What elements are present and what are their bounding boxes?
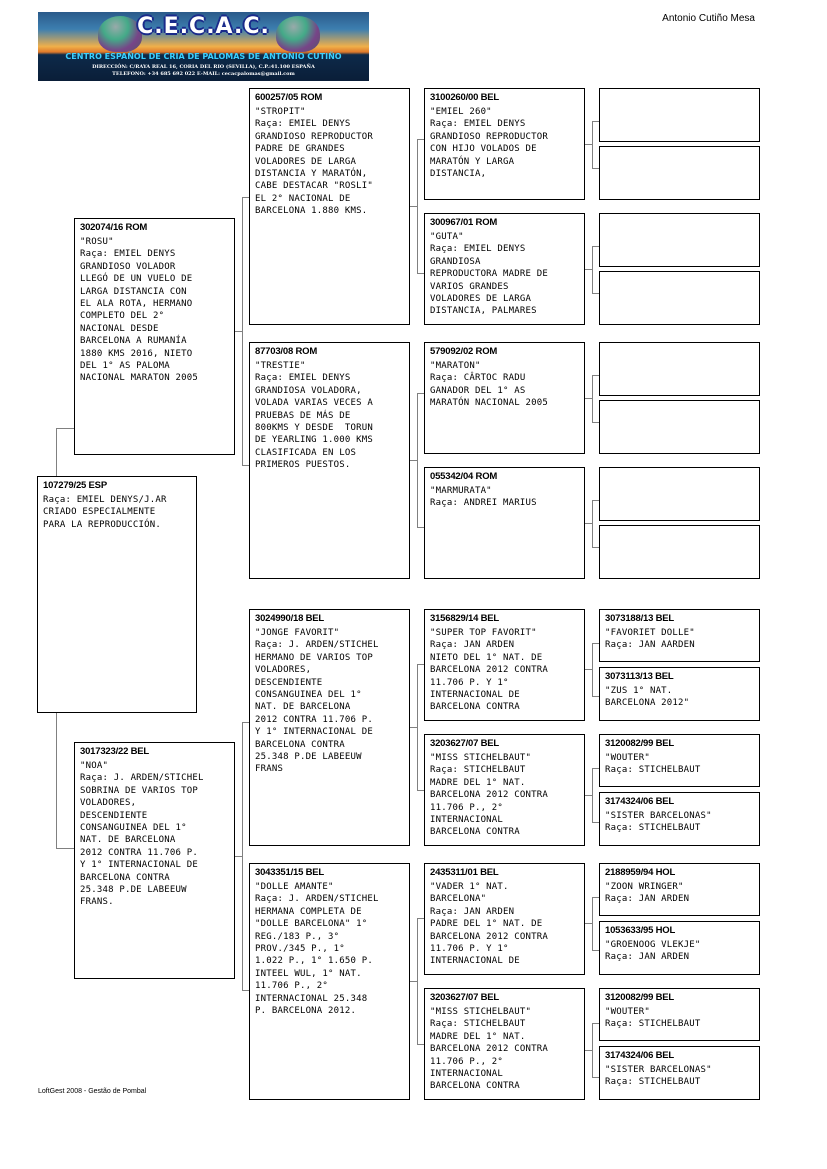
ring-number: 1053633/95 HOL: [605, 925, 676, 936]
pedigree-box-empty[interactable]: [599, 467, 760, 521]
bird-description: "ZUS 1° NAT. BARCELONA 2012": [605, 686, 690, 709]
connector-line: [584, 795, 592, 796]
bird-description: "SISTER BARCELONAS" Raça: STICHELBAUT: [605, 811, 712, 834]
ring-number: 3174324/06 BEL: [605, 796, 675, 807]
ring-number: 3156829/14 BEL: [430, 613, 500, 624]
bird-description: "GROENOOG VLEKJE" Raça: JAN ARDEN: [605, 940, 701, 963]
connector-line: [417, 527, 424, 528]
ring-number: 055342/04 ROM: [430, 471, 498, 482]
connector-line: [592, 1077, 599, 1078]
connector-line: [417, 664, 418, 790]
ring-number: 107279/25 ESP: [43, 480, 107, 491]
connector-line: [417, 664, 424, 665]
ring-number: 3043351/15 BEL: [255, 867, 325, 878]
connector-line: [592, 696, 599, 697]
pedigree-box-ddsd[interactable]: [599, 921, 760, 975]
ring-number: 3203627/07 BEL: [430, 992, 500, 1003]
ring-number: 3120082/99 BEL: [605, 738, 675, 749]
connector-line: [592, 643, 599, 644]
cecac-logo-banner: [38, 12, 369, 81]
ring-number: 3073113/13 BEL: [605, 671, 674, 682]
ring-number: 3073188/13 BEL: [605, 613, 675, 624]
pedigree-box-ddss[interactable]: [599, 863, 760, 916]
pedigree-box-subject[interactable]: [37, 476, 197, 713]
bird-description: Raça: EMIEL DENYS/J.AR CRIADO ESPECIALMENTE PARA LA REPRODUCCIÓN.: [43, 495, 167, 530]
pedigree-box-empty[interactable]: [599, 342, 760, 396]
connector-line: [584, 923, 592, 924]
bird-description: "MARMURATA" Raça: ANDREI MARIUS: [430, 486, 537, 509]
connector-line: [584, 144, 592, 145]
connector-line: [417, 393, 424, 394]
pedigree-box-dsds[interactable]: [599, 734, 760, 787]
pedigree-box-ddd[interactable]: [424, 988, 585, 1100]
ring-number: 87703/08 ROM: [255, 346, 318, 357]
bird-description: "EMIEL 260" Raça: EMIEL DENYS GRANDIOSO REPRODUCTOR CON HIJO VOLADOS DE MARATÓN Y LARGA DISTANCIA,: [430, 107, 548, 180]
connector-line: [592, 500, 599, 501]
footer-software-label: LoftGest 2008 - Gestão de Pombal: [38, 1088, 147, 1095]
connector-line: [56, 428, 74, 429]
connector-line: [592, 950, 599, 951]
logo-address: DIRECCIÓN: C/RAYA REAL 16, CORIA DEL RIO (SEVILLA), C.P.:41.100 ESPAÑA: [92, 64, 315, 70]
bird-description: "MISS STICHELBAUT" Raça: STICHELBAUT MADRE DEL 1° NAT. BARCELONA 2012 CONTRA 11.706 P., 2° INTERNACIONAL BARCELONA CONTRA: [430, 753, 548, 838]
bird-description: "ROSU" Raça: EMIEL DENYS GRANDIOSO VOLADOR LLEGÓ DE UN VUELO DE LARGA DISTANCIA CON EL ALA ROTA, HERMANO COMPLETO DEL 2° NACIONAL DESDE BARCELONA A RUMANÍA 1880 KMS 2016, NIETO DEL 1° AS PALOMA NACIONAL MARATON 2005: [80, 237, 198, 384]
connector-line: [56, 428, 57, 476]
bird-description: "TRESTIE" Raça: EMIEL DENYS GRANDIOSA VOLADORA, VOLADA VARIAS VECES A PRUEBAS DE MÁS DE 800KMS Y DESDE TORUN DE YEARLING 1.000 KMS CLASIFICADA EN LOS PRIMEROS PUESTOS.: [255, 361, 373, 471]
connector-line: [592, 768, 593, 822]
pedigree-box-dam-sire[interactable]: [249, 609, 410, 846]
connector-line: [584, 269, 592, 270]
connector-line: [409, 206, 417, 207]
pedigree-box-ssd[interactable]: [424, 213, 585, 325]
bird-description: "GUTA" Raça: EMIEL DENYS GRANDIOSA REPRODUCTORA MADRE DE VARIOS GRANDES VOLADORES DE LARGA DISTANCIA, PALMARES: [430, 232, 548, 317]
pedigree-box-dsdd[interactable]: [599, 792, 760, 846]
connector-line: [592, 500, 593, 547]
connector-line: [592, 768, 599, 769]
connector-line: [417, 139, 424, 140]
connector-line: [592, 375, 593, 422]
connector-line: [592, 246, 599, 247]
pedigree-box-empty[interactable]: [599, 146, 760, 200]
connector-line: [242, 722, 243, 990]
pedigree-box-ddds[interactable]: [599, 988, 760, 1041]
connector-line: [592, 422, 599, 423]
connector-line: [592, 121, 599, 122]
connector-line: [592, 246, 593, 293]
connector-line: [417, 790, 424, 791]
pedigree-box-dam[interactable]: [74, 742, 235, 979]
connector-line: [592, 293, 599, 294]
pedigree-box-dds[interactable]: [424, 863, 585, 975]
ring-number: 3100260/00 BEL: [430, 92, 500, 103]
connector-line: [417, 1044, 424, 1045]
connector-line: [592, 1023, 599, 1024]
connector-line: [417, 918, 424, 919]
connector-line: [56, 848, 74, 849]
ring-number: 3120082/99 BEL: [605, 992, 675, 1003]
connector-line: [584, 523, 592, 524]
connector-line: [417, 393, 418, 527]
ring-number: 2435311/01 BEL: [430, 867, 499, 878]
connector-line: [584, 398, 592, 399]
pedigree-box-empty[interactable]: [599, 271, 760, 325]
connector-line: [584, 669, 592, 670]
connector-line: [592, 168, 599, 169]
bird-description: "SISTER BARCELONAS" Raça: STICHELBAUT: [605, 1065, 712, 1088]
pedigree-box-sss[interactable]: [424, 88, 585, 200]
pedigree-box-sdd[interactable]: [424, 467, 585, 579]
logo-contact: TELEFONO: +34 685 692 022 E-MAIL: cecacpalomas@gmail.com: [112, 71, 295, 77]
ring-number: 3174324/06 BEL: [605, 1050, 675, 1061]
pedigree-box-dddd[interactable]: [599, 1046, 760, 1100]
ring-number: 3203627/07 BEL: [430, 738, 500, 749]
connector-line: [409, 981, 417, 982]
pedigree-box-empty[interactable]: [599, 88, 760, 142]
bird-description: "DOLLE AMANTE" Raça: J. ARDEN/STICHEL HERMANA COMPLETA DE "DOLLE BARCELONA" 1° REG./183 P., 3° PROV./345 P., 1° 1.022 P., 1° 1.650 P. INTEEL WUL, 1° NAT. 11.706 P., 2° INTERNACIONAL 25.348 P. BARCELONA 2012.: [255, 882, 379, 1017]
ring-number: 3017323/22 BEL: [80, 746, 150, 757]
connector-line: [592, 897, 593, 950]
connector-line: [409, 460, 417, 461]
connector-line: [592, 643, 593, 696]
connector-line: [592, 375, 599, 376]
connector-line: [592, 1023, 593, 1077]
bird-description: "ZOON WRINGER" Raça: JAN ARDEN: [605, 882, 690, 905]
bird-description: "MARATON" Raça: CÂRTOC RADU GANADOR DEL 1° AS MARATÓN NACIONAL 2005: [430, 361, 548, 409]
pedigree-box-dam-dam[interactable]: [249, 863, 410, 1100]
connector-line: [242, 197, 249, 198]
connector-line: [234, 331, 242, 332]
ring-number: 3024990/18 BEL: [255, 613, 325, 624]
ring-number: 2188959/94 HOL: [605, 867, 676, 878]
pedigree-box-dssd[interactable]: [599, 667, 760, 721]
bird-description: "MISS STICHELBAUT" Raça: STICHELBAUT MADRE DEL 1° NAT. BARCELONA 2012 CONTRA 11.706 P., 2° INTERNACIONAL BARCELONA CONTRA: [430, 1007, 548, 1092]
connector-line: [592, 547, 599, 548]
bird-description: "WOUTER" Raça: STICHELBAUT: [605, 1007, 701, 1030]
connector-line: [409, 727, 417, 728]
connector-line: [592, 897, 599, 898]
pedigree-box-dsd[interactable]: [424, 734, 585, 846]
bird-description: "SUPER TOP FAVORIT" Raça: JAN ARDEN NIETO DEL 1° NAT. DE BARCELONA 2012 CONTRA 11.706 P. Y 1° INTERNACIONAL DE BARCELONA CONTRA: [430, 628, 548, 713]
connector-line: [242, 465, 249, 466]
pedigree-box-empty[interactable]: [599, 400, 760, 454]
ring-number: 302074/16 ROM: [80, 222, 148, 233]
connector-line: [56, 712, 57, 848]
bird-description: "STROPIT" Raça: EMIEL DENYS GRANDIOSO REPRODUCTOR PADRE DE GRANDES VOLADORES DE LARGA DISTANCIA Y MARATÓN, CABE DESTACAR "ROSLI" EL 2° NACIONAL DE BARCELONA 1.880 KMS.: [255, 107, 373, 217]
bird-description: "WOUTER" Raça: STICHELBAUT: [605, 753, 701, 776]
connector-line: [242, 990, 249, 991]
connector-line: [592, 822, 599, 823]
pedigree-box-empty[interactable]: [599, 213, 760, 267]
connector-line: [417, 273, 424, 274]
owner-name: Antonio Cutiño Mesa: [662, 13, 755, 24]
pedigree-box-dsss[interactable]: [599, 609, 760, 662]
connector-line: [242, 722, 249, 723]
pedigree-box-empty[interactable]: [599, 525, 760, 579]
bird-description: "NOA" Raça: J. ARDEN/STICHEL SOBRINA DE VARIOS TOP VOLADORES, DESCENDIENTE CONSANGUINEA DEL 1° NAT. DE BARCELONA 2012 CONTRA 11.706 P. Y 1° INTERNACIONAL DE BARCELONA CONTRA 25.348 P.DE LABEEUW FRANS.: [80, 761, 204, 908]
pedigree-box-sire-dam[interactable]: [249, 342, 410, 579]
bird-description: "VADER 1° NAT. BARCELONA" Raça: JAN ARDEN PADRE DEL 1° NAT. DE BARCELONA 2012 CONTRA 11.706 P. Y 1° INTERNACIONAL DE: [430, 882, 548, 967]
connector-line: [234, 856, 242, 857]
connector-line: [417, 918, 418, 1044]
bird-description: "FAVORIET DOLLE" Raça: JAN AARDEN: [605, 628, 695, 651]
pedigree-box-sds[interactable]: [424, 342, 585, 454]
pedigree-box-sire[interactable]: [74, 218, 235, 455]
logo-subtitle: CENTRO ESPAÑOL DE CRIA DE PALOMAS DE ANTONIO CUTIÑO: [65, 52, 342, 61]
connector-line: [584, 1050, 592, 1051]
ring-number: 600257/05 ROM: [255, 92, 323, 103]
connector-line: [242, 197, 243, 465]
bird-description: "JONGE FAVORIT" Raça: J. ARDEN/STICHEL HERMANO DE VARIOS TOP VOLADORES, DESCENDIENTE CONSANGUINEA DEL 1° NAT. DE BARCELONA 2012 CONTRA 11.706 P. Y 1° INTERNACIONAL DE BARCELONA CONTRA 25.348 P.DE LABEEUW FRANS: [255, 628, 379, 775]
ring-number: 579092/02 ROM: [430, 346, 498, 357]
logo-title: C.E.C.A.C.: [137, 14, 270, 39]
pedigree-box-dss[interactable]: [424, 609, 585, 721]
pedigree-box-sire-sire[interactable]: [249, 88, 410, 325]
connector-line: [417, 139, 418, 273]
ring-number: 300967/01 ROM: [430, 217, 498, 228]
connector-line: [592, 121, 593, 168]
